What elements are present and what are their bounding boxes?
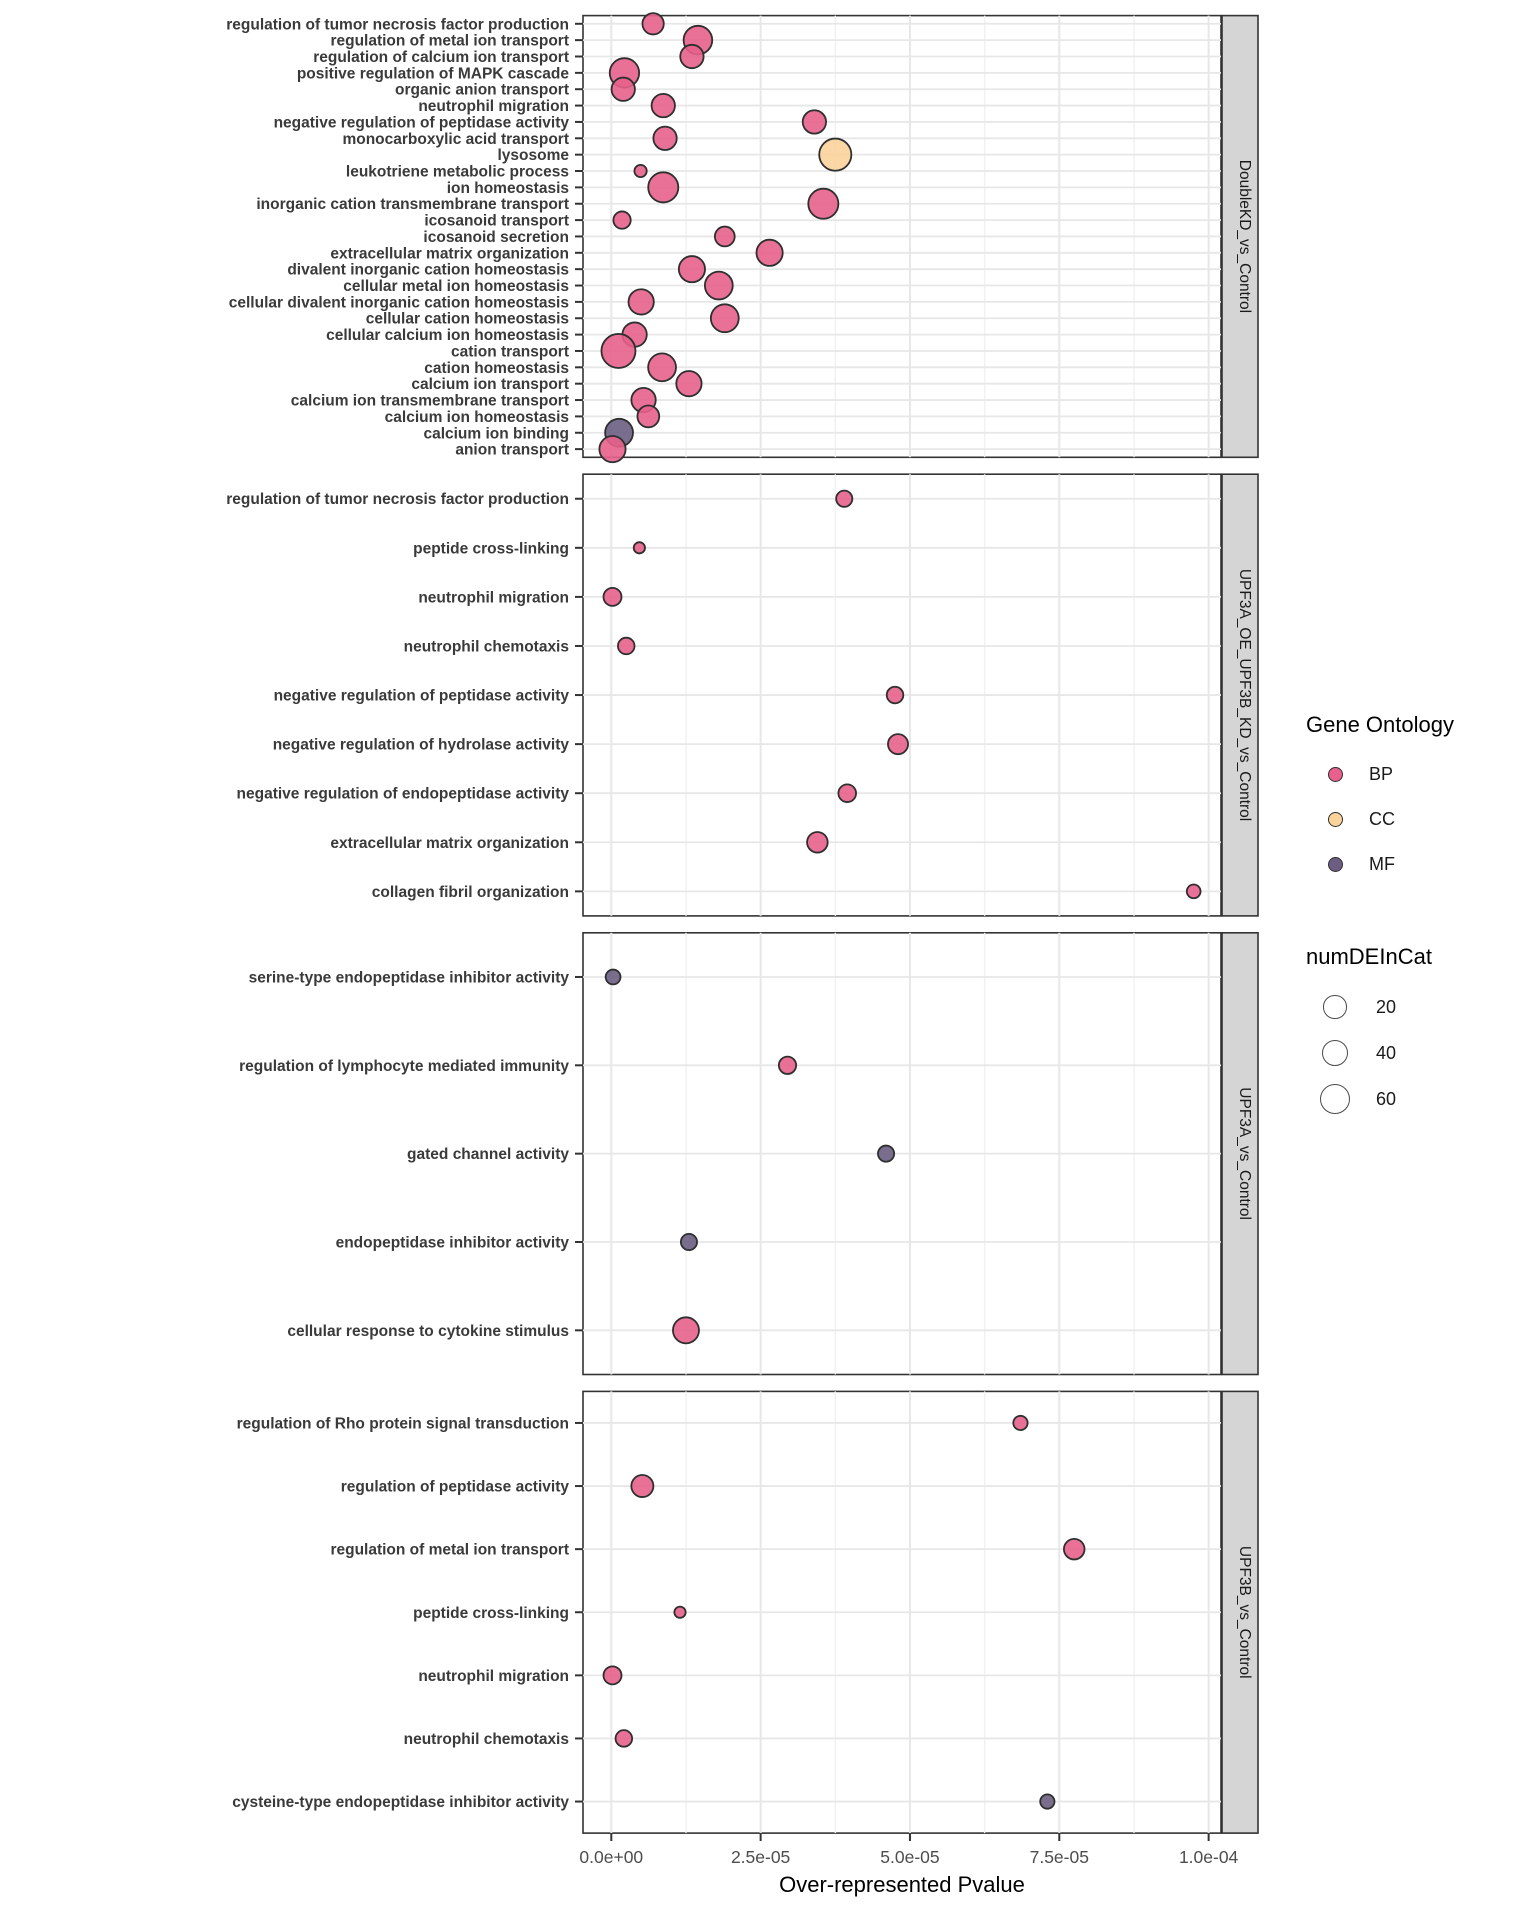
data-point: [779, 1057, 796, 1074]
data-point: [637, 405, 659, 427]
data-point: [888, 734, 908, 754]
data-point: [653, 127, 676, 150]
y-axis-label: regulation of tumor necrosis factor production: [226, 16, 569, 34]
gene-ontology-legend-label: CC: [1369, 809, 1395, 829]
y-axis-label: negative regulation of peptidase activity: [273, 114, 569, 132]
bp-color-swatch-icon: [1328, 767, 1343, 782]
y-axis-label: organic anion transport: [395, 81, 569, 99]
size-legend-items: [1306, 984, 1432, 1122]
data-point: [680, 45, 703, 68]
data-point: [756, 240, 782, 266]
data-point: [836, 491, 852, 507]
data-point: [599, 436, 625, 462]
data-point: [613, 211, 630, 228]
size-legend-item: [1306, 1076, 1432, 1122]
y-axis-label: anion transport: [455, 441, 569, 459]
y-axis-label: regulation of metal ion transport: [330, 1541, 569, 1559]
data-point: [1040, 1794, 1054, 1808]
size-legend-item: [1306, 1030, 1432, 1076]
gene-ontology-legend-title: Gene Ontology: [1306, 712, 1454, 737]
y-axis-label: endopeptidase inhibitor activity: [335, 1234, 569, 1252]
y-axis-label: positive regulation of MAPK cascade: [296, 65, 569, 83]
data-point: [878, 1146, 894, 1162]
mf-color-swatch-icon: [1328, 857, 1343, 872]
x-tick-label: 2.5e-05: [730, 1847, 791, 1867]
y-axis-label: regulation of Rho protein signal transduction: [236, 1415, 569, 1433]
gene-ontology-legend-items: [1306, 752, 1454, 887]
facet-strip-label: UPF3A_OE_UPF3B_KD_vs_Control: [1236, 568, 1253, 822]
data-point: [676, 371, 701, 396]
size-legend-circle-box: [1320, 1040, 1350, 1067]
y-axis-label: cellular cation homeostasis: [365, 310, 569, 328]
y-axis-label: cellular response to cytokine stimulus: [287, 1322, 569, 1340]
size-legend-circle-box: [1320, 1084, 1350, 1114]
y-axis-label: neutrophil migration: [418, 98, 569, 116]
y-axis-label: calcium ion transport: [411, 376, 569, 394]
y-axis-label: ion homeostasis: [446, 179, 569, 197]
size-legend-title: numDEInCat: [1306, 944, 1432, 969]
size-legend-circle-box: [1320, 995, 1350, 1018]
y-axis-label: divalent inorganic cation homeostasis: [287, 261, 569, 279]
y-axis-label: regulation of calcium ion transport: [313, 48, 569, 66]
data-point: [606, 970, 621, 985]
y-axis-label: cation homeostasis: [424, 359, 569, 377]
data-point: [629, 289, 654, 314]
y-axis-label: leukotriene metabolic process: [345, 163, 569, 181]
x-tick-label: 5.0e-05: [880, 1847, 940, 1867]
data-point: [679, 256, 705, 282]
size-legend: [1306, 944, 1432, 1122]
data-point: [603, 588, 621, 606]
data-point: [681, 1234, 697, 1250]
data-point: [648, 172, 678, 202]
y-axis-label: calcium ion homeostasis: [384, 408, 569, 426]
gene-ontology-legend-item: [1306, 752, 1454, 797]
y-axis-label: calcium ion binding: [423, 425, 569, 443]
data-point: [1013, 1416, 1027, 1430]
data-point: [601, 334, 635, 368]
y-axis-label: gated channel activity: [407, 1146, 569, 1164]
size-legend-label: 40: [1376, 1042, 1397, 1063]
y-axis-label: calcium ion transmembrane transport: [290, 392, 569, 410]
gene-ontology-legend-label: BP: [1369, 764, 1394, 784]
y-axis-label: icosanoid secretion: [423, 228, 569, 246]
y-axis-label: neutrophil chemotaxis: [403, 638, 569, 656]
y-axis-label: extracellular matrix organization: [330, 834, 569, 852]
y-axis-label: negative regulation of endopeptidase activity: [236, 785, 569, 803]
facet-strip-label: DoubleKD_vs_Control: [1236, 159, 1253, 314]
data-point: [616, 1730, 633, 1747]
data-point: [648, 353, 676, 381]
data-point: [808, 189, 838, 219]
y-axis-label: cation transport: [451, 343, 569, 361]
x-tick-label: 1.0e-04: [1178, 1847, 1239, 1867]
y-axis-label: regulation of peptidase activity: [340, 1478, 569, 1496]
size-legend-circle-icon: [1323, 995, 1346, 1018]
gene-ontology-legend-item: [1306, 797, 1454, 842]
y-axis-label: collagen fibril organization: [371, 883, 569, 901]
y-axis-label: neutrophil migration: [418, 589, 569, 607]
y-axis-label: regulation of lymphocyte mediated immunity: [239, 1057, 569, 1075]
gene-ontology-legend-label: MF: [1369, 854, 1395, 874]
data-point: [674, 1607, 685, 1618]
facet-strip-label: UPF3B_vs_Control: [1236, 1545, 1253, 1679]
data-point: [642, 13, 663, 34]
x-tick-label: 0.0e+00: [579, 1847, 644, 1867]
data-point: [711, 304, 739, 332]
size-legend-label: 60: [1376, 1088, 1397, 1109]
y-axis-label: peptide cross-linking: [413, 540, 569, 558]
x-tick-label: 7.5e-05: [1029, 1847, 1089, 1867]
size-legend-circle-icon: [1320, 1084, 1350, 1114]
size-legend-item: [1306, 984, 1432, 1030]
y-axis-label: peptide cross-linking: [413, 1604, 569, 1622]
data-point: [603, 1666, 621, 1684]
data-point: [705, 272, 733, 300]
cc-color-swatch-icon: [1328, 812, 1343, 827]
y-axis-label: cellular metal ion homeostasis: [343, 278, 569, 296]
y-axis-label: regulation of metal ion transport: [330, 32, 569, 50]
y-axis-label: serine-type endopeptidase inhibitor activity: [248, 969, 569, 987]
data-point: [887, 687, 904, 704]
data-point: [1187, 885, 1201, 899]
size-legend-circle-icon: [1322, 1040, 1349, 1067]
facet-strip-label: UPF3A_vs_Control: [1236, 1087, 1253, 1220]
y-axis-label: negative regulation of hydrolase activity: [272, 736, 569, 754]
data-point: [673, 1317, 699, 1343]
y-axis-label: regulation of tumor necrosis factor production: [226, 491, 569, 509]
y-axis-label: monocarboxylic acid transport: [342, 130, 569, 148]
gene-ontology-legend: [1306, 712, 1454, 887]
y-axis-label: cellular divalent inorganic cation homeostasis: [228, 294, 569, 312]
size-legend-label: 20: [1376, 996, 1397, 1017]
y-axis-label: negative regulation of peptidase activity: [273, 687, 569, 705]
data-point: [612, 78, 635, 101]
data-point: [1064, 1539, 1085, 1560]
data-point: [803, 110, 826, 133]
y-axis-label: cysteine-type endopeptidase inhibitor activity: [232, 1794, 569, 1812]
y-axis-label: extracellular matrix organization: [330, 245, 569, 263]
data-point: [652, 94, 675, 117]
y-axis-label: lysosome: [497, 147, 569, 165]
y-axis-label: neutrophil chemotaxis: [403, 1730, 569, 1748]
y-axis-label: inorganic cation transmembrane transport: [256, 196, 569, 214]
data-point: [634, 542, 645, 553]
data-point: [631, 1475, 653, 1497]
data-point: [807, 832, 828, 853]
y-axis-label: icosanoid transport: [424, 212, 569, 230]
gene-ontology-legend-item: [1306, 842, 1454, 887]
y-axis-label: cellular calcium ion homeostasis: [326, 327, 569, 345]
data-point: [838, 784, 856, 802]
x-axis-title: Over-represented Pvalue: [779, 1872, 1025, 1897]
y-axis-label: neutrophil migration: [418, 1667, 569, 1685]
data-point: [819, 139, 851, 171]
data-point: [618, 638, 635, 655]
data-point: [715, 227, 735, 247]
data-point: [634, 165, 646, 177]
